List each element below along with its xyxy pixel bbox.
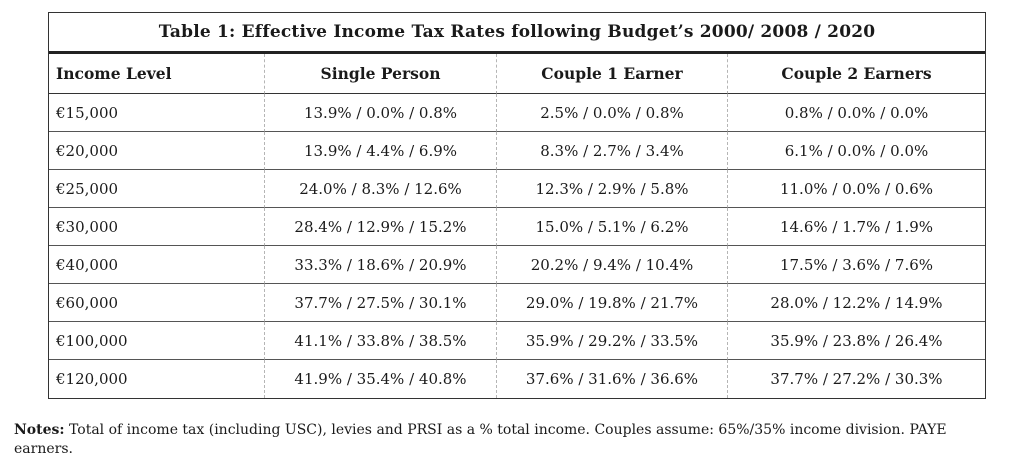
cell-couple-2-earners: 37.7% / 27.2% / 30.3%: [770, 370, 943, 388]
cell-income-level: €20,000: [49, 132, 265, 170]
cell-couple-1-earner: 37.6% / 31.6% / 36.6%: [497, 360, 728, 398]
cell-single-person: 37.7% / 27.5% / 30.1%: [265, 284, 497, 322]
cell-couple-1-earner: 15.0% / 5.1% / 6.2%: [497, 208, 728, 246]
cell-couple-2-earners: 35.9% / 23.8% / 26.4%: [728, 322, 985, 360]
header-couple-2-earners: Couple 2 Earners: [728, 54, 985, 94]
cell-income-level: €60,000: [49, 284, 265, 322]
cell-couple-1-earner: 12.3% / 2.9% / 5.8%: [497, 170, 728, 208]
cell-income-level: €100,000: [49, 322, 265, 360]
cell-single-person: 41.1% / 33.8% / 38.5%: [265, 322, 497, 360]
cell-couple-2-earners: 11.0% / 0.0% / 0.6%: [728, 170, 985, 208]
cell-couple-1-earner: 29.0% / 19.8% / 21.7%: [497, 284, 728, 322]
cell-couple-2-earners: 17.5% / 3.6% / 7.6%: [728, 246, 985, 284]
cell-couple-1-earner: 8.3% / 2.7% / 3.4%: [497, 132, 728, 170]
notes-label: Notes:: [14, 422, 65, 438]
cell-single-person: 13.9% / 0.0% / 0.8%: [265, 94, 497, 132]
cell-income-level: €120,000: [49, 360, 265, 398]
cell-income-level: €30,000: [49, 208, 265, 246]
header-single-person: Single Person: [265, 54, 497, 94]
cell-couple-2-earners: 0.8% / 0.0% / 0.0%: [728, 94, 985, 132]
cell-single-person: 33.3% / 18.6% / 20.9%: [265, 246, 497, 284]
cell-income-level: €25,000: [49, 170, 265, 208]
cell-couple-1-earner: 20.2% / 9.4% / 10.4%: [497, 246, 728, 284]
table-notes: [14, 421, 1004, 459]
cell-couple-2-earners: 6.1% / 0.0% / 0.0%: [728, 132, 985, 170]
cell-couple-2-earners: 14.6% / 1.7% / 1.9%: [728, 208, 985, 246]
tax-rates-table: [48, 12, 986, 399]
table-grid: [49, 54, 985, 398]
cell-single-person: 41.9% / 35.4% / 40.8%: [265, 360, 497, 398]
table-title: Table 1: Effective Income Tax Rates following Budget’s 2000/ 2008 / 2020: [49, 13, 985, 54]
header-couple-1-earner: Couple 1 Earner: [497, 54, 728, 94]
cell-couple-2-earners: 28.0% / 12.2% / 14.9%: [728, 284, 985, 322]
cell-single-person: 28.4% / 12.9% / 15.2%: [265, 208, 497, 246]
cell-income-level: €15,000: [49, 94, 265, 132]
cell-income-level: €40,000: [49, 246, 265, 284]
cell-single-person: 24.0% / 8.3% / 12.6%: [265, 170, 497, 208]
notes-text: Total of income tax (including USC), levies and PRSI as a % total income. Couples assume: 65%/35% income division. PAYE earners.: [14, 422, 947, 457]
cell-single-person: 13.9% / 4.4% / 6.9%: [265, 132, 497, 170]
cell-couple-1-earner: 2.5% / 0.0% / 0.8%: [497, 94, 728, 132]
cell-couple-1-earner: 35.9% / 29.2% / 33.5%: [497, 322, 728, 360]
header-income-level: Income Level: [49, 54, 265, 94]
